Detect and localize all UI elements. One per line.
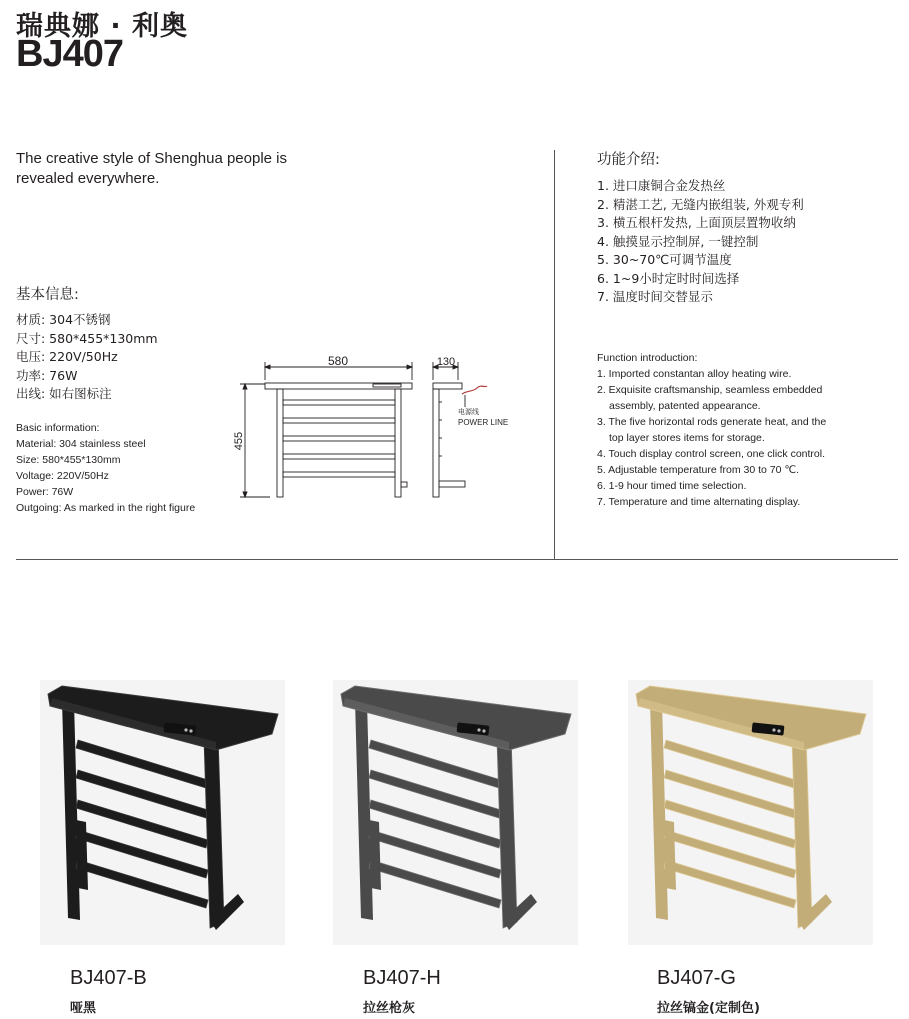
list-item: Power: 76W	[16, 486, 74, 498]
brand-title-cn: 瑞典娜 · 利奥	[16, 11, 189, 42]
rack-inner-bracket	[76, 820, 88, 890]
product-image-gold	[628, 680, 873, 945]
list-item: Size: 580*455*130mm	[16, 454, 121, 466]
function-heading-cn: 功能介绍:	[597, 152, 660, 168]
list-item: Material: 304 stainless steel	[16, 438, 146, 450]
function-list-cn	[597, 177, 804, 307]
product-color-gray: 拉丝枪灰	[363, 1001, 416, 1016]
width-label: 580	[327, 354, 349, 368]
list-item: 3. 横五根杆发热, 上面顶层置物收纳	[597, 215, 796, 230]
touch-button-dot	[777, 729, 780, 732]
product-code-black: BJ407-B	[70, 967, 147, 989]
list-item: 7. 温度时间交替显示	[597, 289, 713, 304]
basic-info-heading-en: Basic information:	[16, 422, 100, 434]
list-item: Outgoing: As marked in the right figure	[16, 502, 196, 514]
basic-info-heading-cn: 基本信息:	[16, 287, 79, 303]
list-item: 6. 1~9小时定时时间选择	[597, 270, 740, 286]
product-color-black: 哑黑	[70, 1001, 97, 1016]
power-line-label-cn: 电源线	[458, 408, 479, 416]
list-item: 功率: 76W	[16, 367, 78, 383]
power-line-label-en: POWER LINE	[458, 418, 509, 427]
product-code-gold: BJ407-G	[657, 967, 736, 989]
list-item: 尺寸: 580*455*130mm	[16, 330, 158, 346]
rack-inner-bracket	[664, 820, 676, 890]
front-view-left-post	[277, 389, 283, 497]
touch-button-dot	[482, 729, 485, 732]
rack-inner-bracket	[369, 820, 381, 890]
list-item: top layer stores items for storage.	[609, 432, 765, 444]
list-item: 出线: 如右图标注	[16, 386, 112, 401]
dimension-diagram	[225, 350, 525, 510]
side-view-post	[433, 389, 439, 497]
function-list-en	[597, 350, 826, 510]
list-item: 5. 30~70℃可调节温度	[597, 252, 732, 267]
touch-button-dot	[772, 728, 775, 731]
touch-button-dot	[477, 728, 480, 731]
basic-info-list-en	[16, 420, 195, 516]
product-image-black	[40, 680, 285, 945]
section-divider-horizontal	[16, 559, 898, 560]
model-title: BJ407	[16, 33, 123, 75]
touch-button-dot	[184, 728, 187, 731]
touch-button-dot	[189, 729, 192, 732]
list-item: 2. 精湛工艺, 无缝内嵌组装, 外观专利	[597, 196, 804, 212]
list-item: 6. 1-9 hour timed time selection.	[597, 480, 747, 492]
list-item: 7. Temperature and time alternating display.	[597, 496, 801, 508]
height-label: 455	[233, 431, 245, 451]
depth-label: 130	[436, 356, 456, 368]
side-view-shelf	[433, 383, 462, 389]
list-item: 3. The five horizontal rods generate heat, and the	[597, 416, 827, 428]
list-item: assembly, patented appearance.	[609, 400, 761, 412]
section-divider-vertical	[554, 150, 555, 560]
tagline: The creative style of Shenghua people is revealed everywhere.	[16, 150, 288, 187]
product-image-gray	[333, 680, 578, 945]
list-item: 2. Exquisite craftsmanship, seamless embedded	[597, 384, 823, 396]
list-item: 材质: 304不锈钢	[16, 312, 111, 327]
power-line-cable	[462, 386, 487, 394]
list-item: 1. Imported constantan alloy heating wire.	[597, 368, 792, 380]
front-view-right-post	[395, 389, 401, 497]
list-item: 电压: 220V/50Hz	[16, 349, 118, 364]
list-item: 1. 进口康铜合金发热丝	[597, 178, 726, 193]
product-color-gold: 拉丝镐金(定制色)	[657, 1001, 760, 1016]
list-item: 5. Adjustable temperature from 30 to 70 ℃.	[597, 464, 800, 476]
list-item: 4. Touch display control screen, one click control.	[597, 448, 826, 460]
list-item: Voltage: 220V/50Hz	[16, 470, 109, 482]
list-item: 4. 触摸显示控制屏, 一键控制	[597, 233, 759, 249]
product-code-gray: BJ407-H	[363, 967, 441, 989]
function-heading-en: Function introduction:	[597, 352, 698, 364]
basic-info-list-cn	[16, 311, 158, 404]
